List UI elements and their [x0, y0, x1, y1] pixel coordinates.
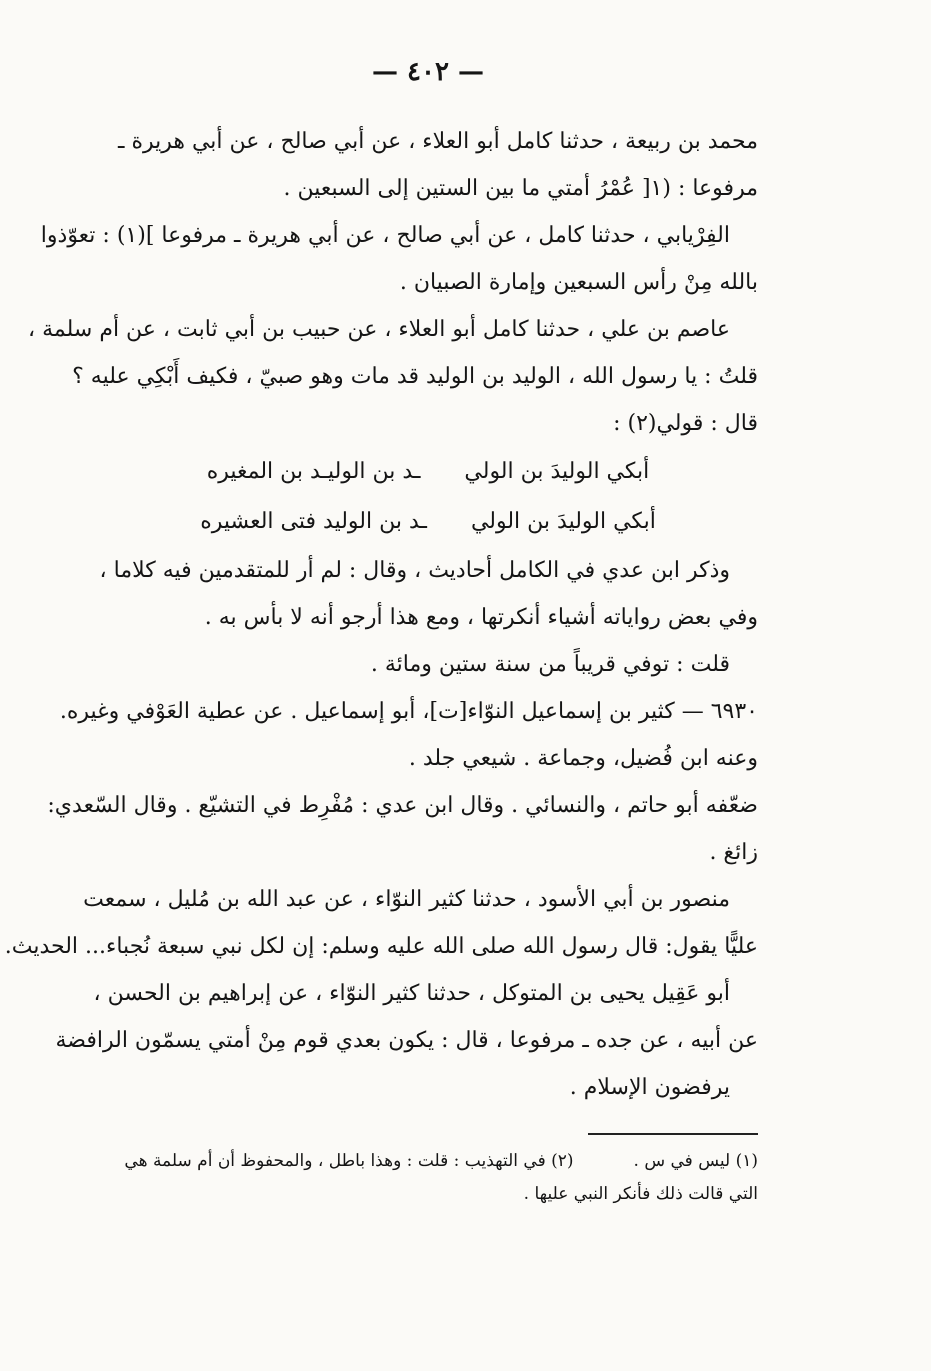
text-line-14: زائغ .: [709, 840, 758, 865]
verse-1-first-hemistich: أبكي الوليدَ بن الولي: [464, 459, 650, 484]
text-line-8: وذكر ابن عدي في الكامل أحاديث ، وقال : لم أر للمتقدمين فيه كلاما ،: [99, 558, 730, 583]
text-line-18: عن أبيه ، عن جده ـ مرفوعا ، قال : يكون بعدي قوم مِنْ أمتي يسمّون الرافضة: [55, 1028, 758, 1053]
footnote-2-part-1: (٢) في التهذيب : قلت : وهذا باطل ، والمحفوظ أن أم سلمة هي: [124, 1151, 574, 1171]
text-line-17: أبو عَقِيل يحيى بن المتوكل ، حدثنا كثير النوّاء ، عن إبراهيم بن الحسن ،: [93, 981, 730, 1006]
text-line-4: بالله مِنْ رأس السبعين وإمارة الصبيان .: [399, 270, 758, 295]
footnote-2-part-2: التي قالت ذلك فأنكر النبي عليها .: [523, 1184, 758, 1204]
footnotes-line-1: [98, 1145, 758, 1178]
verse-2-second-hemistich: ـد بن الوليد فتى العشيره: [200, 509, 427, 534]
text-line-1: محمد بن ربيعة ، حدثنا كامل أبو العلاء ، عن أبي صالح ، عن أبي هريرة ـ: [118, 129, 758, 154]
text-line-7: قال : قولي(٢) :: [613, 411, 758, 436]
text-line-16: عليًّا يقول: قال رسول الله صلى الله عليه وسلم: إن لكل نبي سبعة نُجباء... الحديث.: [4, 934, 758, 959]
text-line-6: قلتُ : يا رسول الله ، الوليد بن الوليد قد مات وهو صبيّ ، فكيف أَبْكِي عليه ؟: [72, 364, 758, 389]
text-line-2: مرفوعا : (١[ عُمْرُ أمتي ما بين الستين إلى السبعين .: [283, 176, 758, 201]
text-line-19: يرفضون الإسلام .: [569, 1075, 730, 1100]
text-line-9: وفي بعض رواياته أشياء أنكرتها ، ومع هذا أرجو أنه لا بأس به .: [204, 605, 758, 630]
book-page: [4, 52, 758, 1211]
footnote-separator: [588, 1133, 758, 1135]
page-number: — ٤٠٢ —: [371, 57, 485, 87]
text-line-13: ضعّفه أبو حاتم ، والنسائي . وقال ابن عدي : مُفْرِط في التشيّع . وقال السّعدي:: [47, 793, 758, 818]
text-line-12: وعنه ابن فُضيل، وجماعة . شيعي جلد .: [408, 746, 758, 771]
text-line-5: عاصم بن علي ، حدثنا كامل أبو العلاء ، عن حبيب بن أبي ثابت ، عن أم سلمة ،: [28, 317, 730, 342]
verse-1-second-hemistich: ـد بن الوليـد بن المغيره: [206, 459, 421, 484]
poem-verse-2: [98, 497, 758, 547]
footnote-1: (١) ليس في س .: [633, 1151, 758, 1171]
poem-verse-1: [98, 447, 758, 497]
verse-2-first-hemistich: أبكي الوليدَ بن الولي: [470, 509, 656, 534]
text-line-15: منصور بن أبي الأسود ، حدثنا كثير النوّاء ، عن عبد الله بن مُليل ، سمعت: [83, 887, 730, 912]
entry-heading-6930: ٦٩٣٠ — كثير بن إسماعيل النوّاء[ت]، أبو إسماعيل . عن عطية العَوْفي وغيره.: [59, 699, 758, 724]
text-line-10: قلت : توفي قريباً من سنة ستين ومائة .: [370, 652, 730, 677]
text-line-3: الفِرْيابي ، حدثنا كامل ، عن أبي صالح ، عن أبي هريرة ـ مرفوعا ](١) : تعوّذوا: [40, 223, 730, 248]
